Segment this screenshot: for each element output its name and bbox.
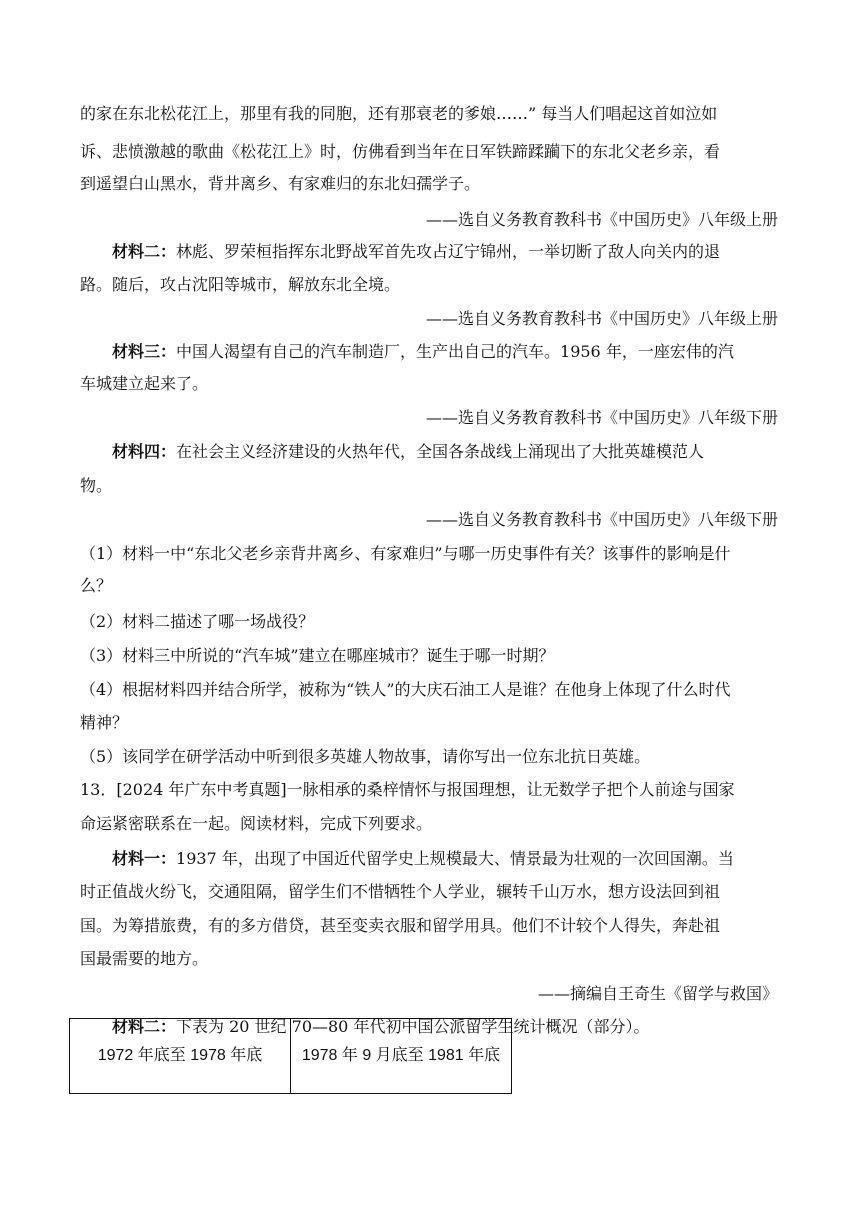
text-line: 诉、悲愤激越的歌曲《松花江上》时，仿佛看到当年在日军铁蹄蹂躏下的东北父老乡亲，看 [80,142,721,161]
question-13-title: 13．[2024 年广东中考真题]一脉相承的桑梓情怀与报国理想，让无数学子把个人前途与国家 [80,780,735,799]
material-paragraph [112,342,734,362]
text-line: 物。 [80,476,113,495]
text-line: 1937 年，出现了中国近代留学史上规模最大、情景最为壮观的一次回国潮。当 [176,849,734,868]
table-cell-text: 1978 年 9 月底至 1981 年底 [301,1047,501,1064]
question-4-cont: 精神？ [80,713,129,732]
source-citation: ——摘编自王奇生《留学与救国》 [537,984,778,1003]
source-citation: ——选自义务教育教科书《中国历史》八年级下册 [425,510,778,529]
text-line: 国最需要的地方。 [80,949,209,968]
source-citation: ——选自义务教育教科书《中国历史》八年级下册 [425,408,778,427]
question-4: （4）根据材料四并结合所学，被称为“铁人”的大庆石油工人是谁？在他身上体现了什么时代 [80,680,731,699]
material-label: 材料二： [112,242,177,261]
text-line: 下表为 20 世纪 70—80 年代初中国公派留学生统计概况（部分）。 [176,1017,650,1036]
source-citation: ——选自义务教育教科书《中国历史》八年级上册 [425,210,778,229]
text-line: 到遥望白山黑水，背井离乡、有家难归的东北妇孺学子。 [80,174,481,193]
source-citation: ——选自义务教育教科书《中国历史》八年级上册 [425,309,778,328]
material-label: 材料二： [112,1017,177,1036]
text-line: 路。随后，攻占沈阳等城市，解放东北全境。 [80,275,401,294]
text-line: 车城建立起来了。 [80,374,209,393]
text-line: 中国人渴望有自己的汽车制造厂，生产出自己的汽车。1956 年，一座宏伟的汽 [176,342,734,361]
table-row [70,1019,512,1094]
material-label: 材料四： [112,442,177,461]
material-paragraph [112,849,734,869]
text-line: 国。为筹措旅费，有的多方借贷，甚至变卖衣服和留学用具。他们不计较个人得失，奔赴祖 [80,916,721,935]
question-2: （2）材料二描述了哪一场战役？ [80,612,315,631]
text-line: 在社会主义经济建设的火热年代，全国各条战线上涌现出了大批英雄模范人 [176,442,705,461]
material-paragraph [112,442,704,462]
question-3: （3）材料三中所说的“汽车城”建立在哪座城市？诞生于哪一时期？ [80,646,555,665]
material-label: 材料一： [112,849,177,868]
question-5: （5）该同学在研学活动中听到很多英雄人物故事，请你写出一位东北抗日英雄。 [80,747,651,766]
question-1: （1）材料一中“东北父老乡亲背井离乡、有家难归”与哪一历史事件有关？该事件的影响是什 [80,544,731,563]
table-header-cell [70,1019,291,1094]
question-1-cont: 么？ [80,576,113,595]
material-label: 材料三： [112,342,177,361]
material-paragraph [112,242,720,262]
text-line: 时正值战火纷飞，交通阻隔，留学生们不惜牺牲个人学业，辗转千山万水，想方设法回到祖 [80,882,721,901]
text-line: 的家在东北松花江上，那里有我的同胞，还有那衰老的爹娘……” 每当人们唱起这首如泣如 [80,104,718,123]
table-header-cell [291,1019,512,1094]
text-line: 林彪、罗荣桓指挥东北野战军首先攻占辽宁锦州，一举切断了敌人向关内的退 [176,242,721,261]
table-cell-text: 1972 年底至 1978 年底 [97,1047,263,1064]
question-13-title-cont: 命运紧密联系在一起。阅读材料，完成下列要求。 [80,814,433,833]
statistics-table [69,1018,512,1094]
